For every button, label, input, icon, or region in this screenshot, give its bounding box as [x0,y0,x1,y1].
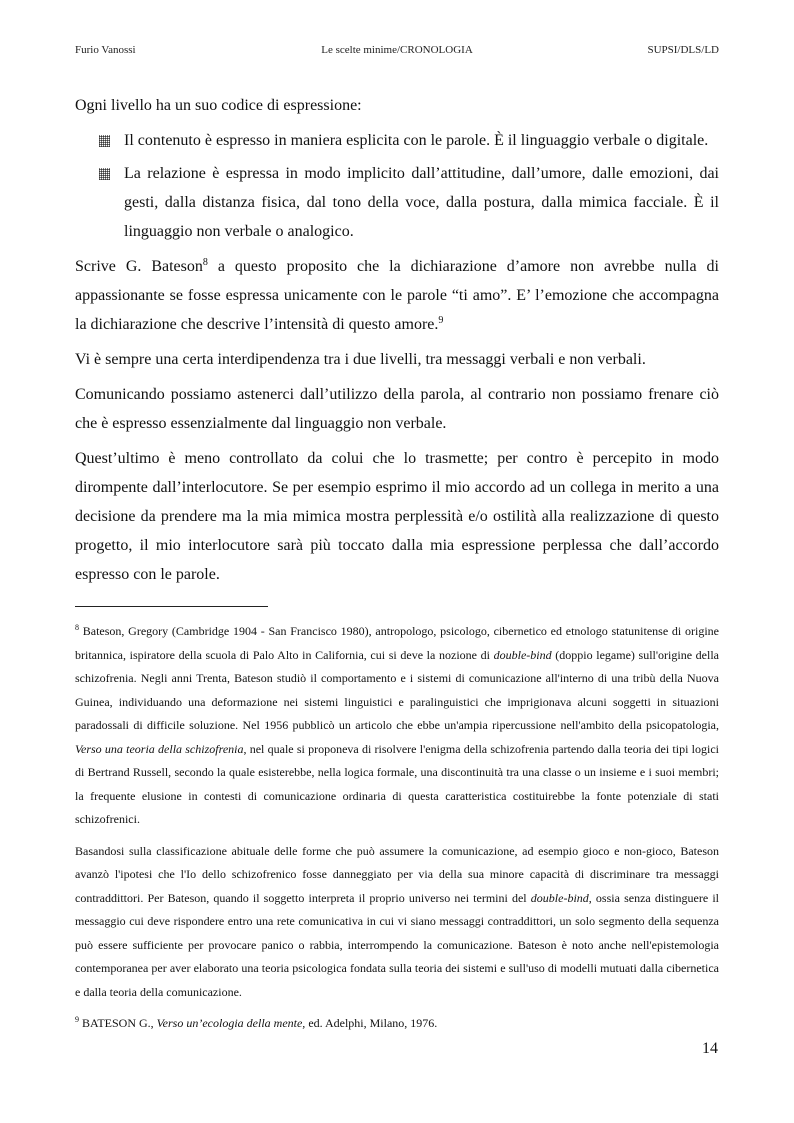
page-header [75,44,719,60]
header-title: Le scelte minime/CRONOLOGIA [321,44,473,56]
bullet-square-icon [99,135,110,147]
footnote-9 [75,1012,719,1036]
footnote-ref-9[interactable]: 9 [438,315,444,326]
footnote-ref-8[interactable]: 8 [202,257,208,268]
intro-paragraph: Ogni livello ha un suo codice di espressione: [75,97,362,114]
footnote-text: Bateson, Gregory (Cambridge 1904 - San Francisco 1980), antropologo, psicologo, cibernetico ed etnologo statunitense di origine britannica, ispiratore della scuola di Palo Alto in California, cui si deve la nozione di [75,624,719,662]
header-author: Furio Vanossi [75,44,136,56]
list-item [75,126,719,155]
body-paragraph: Quest’ultimo è meno controllato da colui che lo trasmette; per contro è percepito in modo dirompente dall’interlocutore. Se per esempio esprimo il mio accordo ad un collega in merito a una decisione da prendere ma la mia mimica mostra perplessità e/o ostilità alla realizzazione di questo progetto, il mio interlocutore sarà più toccato dalla mia espressione perplessa che dall’accordo espresso con le parole. [75,450,719,583]
bullet-text: Il contenuto è espresso in maniera esplicita con le parole. È il linguaggio verbale o digitale. [124,132,709,149]
body-paragraph: Comunicando possiamo astenerci dall’utilizzo della parola, al contrario non possiamo frenare ciò che è espresso essenzialmente dal linguaggio non verbale. [75,386,719,432]
bateson-paragraph [75,252,719,339]
footnote-number: 9 [75,1015,79,1024]
footnote-divider [75,606,268,607]
footnote-italic: double-bind [530,890,589,905]
footnote-text: , nel quale si proponeva di risolvere l'enigma della schizofrenia partendo dalla teoria dei tipi logici di Bertrand Russell, secondo la quale esisterebbe, nella logica formale, una discontinuità tra una classe o un insieme e i suoi membri; la frequente elusione in contesti di comunicazione ordinaria di questa caratteristica costituirebbe la fonte potenziale di stati schizofrenici. [75,741,719,826]
footnote-text: ed. Adelphi, Milano, 1976. [305,1016,438,1030]
footnote-8-continued [75,840,719,1005]
bullet-list [75,126,719,246]
bateson-text-end: a questo proposito che la dichiarazione d’amore non avrebbe nulla di appassionante se fosse espressa unicamente con le parole “ti amo”. E’ l’emozione che accompagna la dichiarazione che descrive l’intensità di questo amore. [75,258,719,333]
list-item [75,159,719,246]
footnote-italic: double-bind [493,647,552,662]
footnote-text: Basandosi sulla classificazione abituale delle forme che può assumere la comunicazione, ad esempio gioco e non-gioco, Bateson avanzò l'ipotesi che l'Io dello schizofrenico fosse danneggiato per via della sua minore capacità di discriminare tra messaggi contraddittori. Per Bateson, quando il soggetto interpreta il proprio universo nei termini del [75,843,719,905]
footnote-8 [75,620,719,832]
footnote-italic: Verso un’ecologia della mente, [156,1016,306,1030]
footnote-italic: Verso una teoria della schizofrenia [75,741,244,756]
footnotes [75,620,719,1044]
footnote-text: (doppio legame) sull'origine della schizofrenia. Negli anni Trenta, Bateson studiò il comportamento e i sistemi di comunicazione all'interno di una tribù della Nuova Guinea, individuando una deformazione nei sistemi linguistici e paralinguistici che imprigionava alcuni soggetti in situazioni paradossali di difficile soluzione. Nel 1956 pubblicò un articolo che ebbe un'ampia ripercussione nell'ambito della psicopatologia, [75,647,720,732]
bullet-square-icon [99,168,110,180]
bateson-text-start: Scrive G. Bateson [75,258,203,275]
footnote-number: 8 [75,623,79,632]
footnote-text: BATESON G., [79,1016,157,1030]
bullet-text: La relazione è espressa in modo implicito dall’attitudine, dall’umore, dalle emozioni, dai gesti, dalla distanza fisica, dal tono della voce, dalla postura, dalla mimica facciale. È il linguaggio non verbale o analogico. [124,165,719,240]
main-text [75,91,719,595]
footnote-text: , ossia senza distinguere il messaggio cui deve rispondere entro una rete comunicativa in cui vi siano messaggi contraddittori, un solo segmento della sequenza può essere sufficiente per provocare panico o rabbia, interrompendo la comunicazione. Bateson è noto anche nell'epistemologia contemporanea per aver elaborato una teoria psicologica fondata sulla teoria dei sistemi e sull'uso di modelli mutuati dalla cibernetica e dalla teoria della comunicazione. [75,890,719,999]
page-number: 14 [702,1040,718,1057]
body-paragraph: Vi è sempre una certa interdipendenza tra i due livelli, tra messaggi verbali e non verbali. [75,351,646,368]
header-institution: SUPSI/DLS/LD [647,44,719,56]
